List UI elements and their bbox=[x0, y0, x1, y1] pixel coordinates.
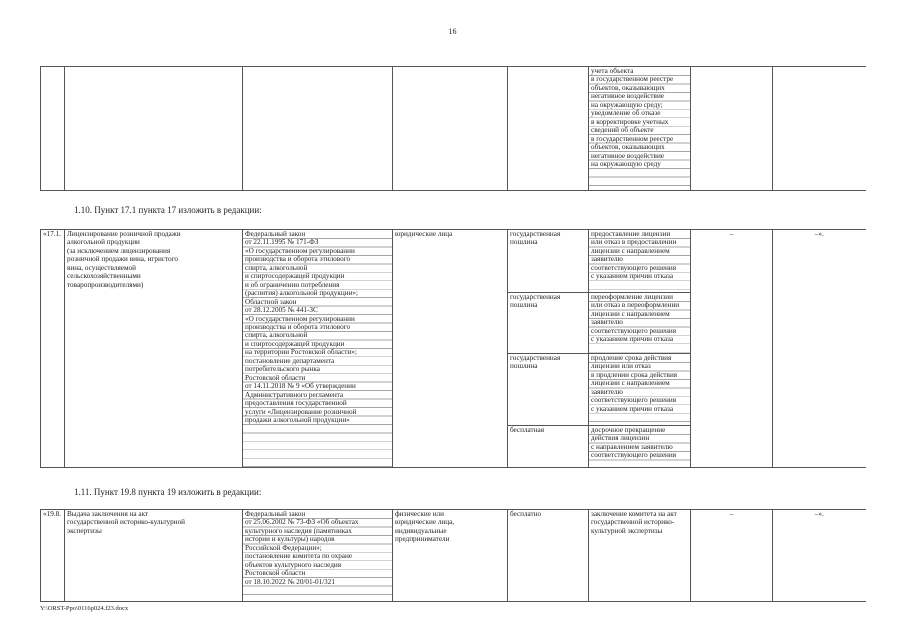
empty-cell-col8 bbox=[691, 67, 773, 191]
col9-dash: –». bbox=[773, 510, 866, 602]
empty-cell-applicants bbox=[393, 67, 508, 191]
empty-cell-service bbox=[65, 67, 243, 191]
result-cell: учета объекта в государственном реестре объектов, оказывающих негативное воздействие на окружающую среду; уведомление об отказе в корректировке учетных сведений об объекте в государственном реестре объектов, оказывающих негативное воздействие на окружающую среду bbox=[589, 67, 691, 191]
empty-cell-fee bbox=[508, 67, 589, 191]
result-cell: досрочное прекращение действия лицензии с направлением заявителю соответствующего решения bbox=[589, 426, 691, 468]
fee-cell: бесплатно bbox=[508, 510, 589, 602]
section-heading-1-11: 1.11. Пункт 19.8 пункта 19 изложить в редакции: bbox=[74, 487, 262, 497]
applicants: физические или юридические лица, индивидуальные предприниматели bbox=[393, 510, 508, 602]
legal-basis: Федеральный закон от 22.11.1995 № 171-ФЗ «О государственном регулировании производства и оборота этилового спирта, алкогольной и спиртосодержащей продукции и об ограничении потребления (распития) алкогольной продукции»; Областной закон от 28.12.2005 № 441-ЗС «О государственном регулировании производства и оборота этилового спирта, алкогольной и спиртосодержащей продукции на территории Ростовской области»; постановление департамента потребительского рынка Ростовской области от 14.11.2018 № 9 «Об утверждении Административного регламента предоставления государственной услуги «Лицензирование розничной продажи алкогольной продукции» bbox=[243, 230, 393, 468]
section-heading-1-10: 1.10. Пункт 17.1 пункта 17 изложить в редакции: bbox=[74, 205, 262, 215]
empty-cell-legal-basis bbox=[243, 67, 393, 191]
fee-cell: бесплатная bbox=[508, 426, 589, 468]
empty-cell-col9 bbox=[773, 67, 866, 191]
result-cell: продление срока действия лицензии или отказ в продлении срока действия лицензии с направлением заявителю соответствующего решения с указанием причин отказа bbox=[589, 354, 691, 426]
fee-cell: государственная пошлина bbox=[508, 293, 589, 354]
footer-file-path: Y:\ORST-Ppo\0116p024.f23.docx bbox=[40, 605, 129, 612]
page-number: 16 bbox=[448, 27, 457, 36]
row-number: «17.1. bbox=[41, 230, 65, 468]
table-item-19-8 bbox=[40, 509, 866, 602]
row-number: «19.8. bbox=[41, 510, 65, 602]
col9-dash: –». bbox=[773, 230, 866, 468]
service-name: Лицензирование розничной продажи алкогольной продукции (за исключением лицензирования розничной продажи вина, игристого вина, осуществляемой сельскохозяйственными товаропроизводителями) bbox=[65, 230, 243, 468]
col8-dash: – bbox=[691, 230, 773, 468]
fee-cell: государственная пошлина bbox=[508, 354, 589, 426]
result-cell: предоставление лицензии или отказ в предоставлении лицензии с направлением заявителю соответствующего решения с указанием причин отказа bbox=[589, 230, 691, 293]
applicants: юридические лица bbox=[393, 230, 508, 468]
legal-basis: Федеральный закон от 25.06.2002 № 73-ФЗ «Об объектах культурного наследия (памятниках истории и культуры) народов Российской Федерации»; постановление комитета по охране объектов культурного наследия Ростовской области от 18.10.2022 № 20/01-01/321 bbox=[243, 510, 393, 602]
service-name: Выдача заключения на акт государственной историко-культурной экспертизы bbox=[65, 510, 243, 602]
empty-cell-number bbox=[41, 67, 65, 191]
col8-dash: – bbox=[691, 510, 773, 602]
table-item-17-1 bbox=[40, 229, 866, 468]
result-cell: переоформление лицензии или отказ в переоформлении лицензии с направлением заявителю соответствующего решения с указанием причин отказа bbox=[589, 293, 691, 354]
result-cell: заключение комитета на акт государственной историко- культурной экспертизы bbox=[589, 510, 691, 602]
fee-cell: государственная пошлина bbox=[508, 230, 589, 293]
continuation-table bbox=[40, 66, 866, 191]
